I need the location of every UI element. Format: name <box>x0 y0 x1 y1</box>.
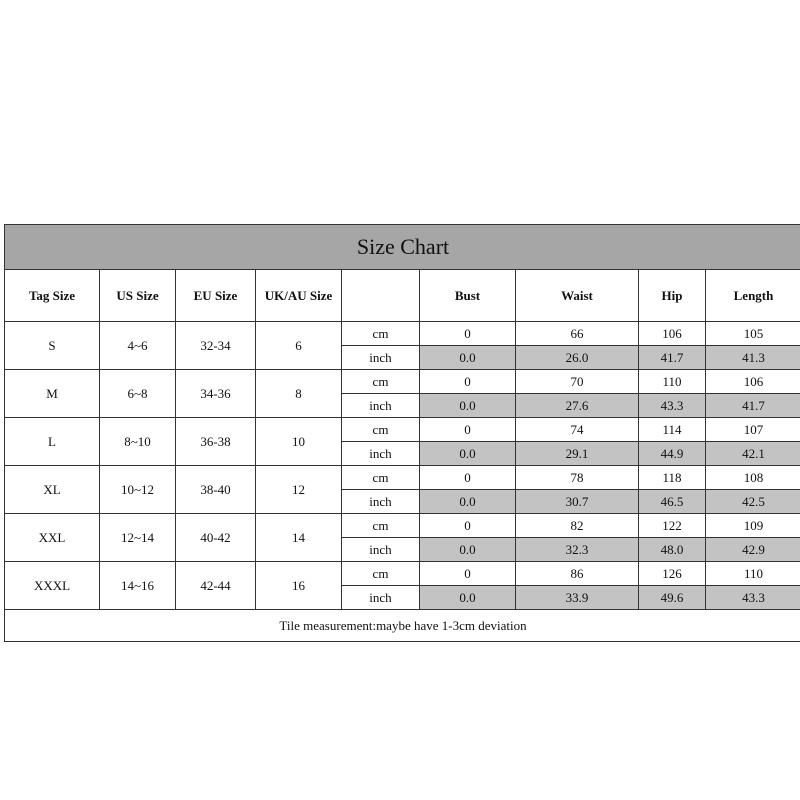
title-row <box>5 225 800 270</box>
eu-size-cell: 42-44 <box>176 562 256 610</box>
hip-cell: 110 <box>639 370 706 394</box>
size-row-l-cm <box>5 418 800 442</box>
waist-cell: 29.1 <box>516 442 639 466</box>
size-chart-table <box>4 224 800 642</box>
header-ukau-size: UK/AU Size <box>256 270 342 322</box>
size-row-xxl-cm <box>5 514 800 538</box>
tag-size-cell: XXL <box>5 514 100 562</box>
header-us-size: US Size <box>100 270 176 322</box>
tag-size-cell: M <box>5 370 100 418</box>
hip-cell: 118 <box>639 466 706 490</box>
size-row-xxxl-cm <box>5 562 800 586</box>
size-row-s-cm <box>5 322 800 346</box>
header-row <box>5 270 800 322</box>
unit-cell: inch <box>342 442 420 466</box>
bust-cell: 0 <box>420 466 516 490</box>
bust-cell: 0.0 <box>420 346 516 370</box>
length-cell: 107 <box>706 418 800 442</box>
us-size-cell: 12~14 <box>100 514 176 562</box>
header-length: Length <box>706 270 800 322</box>
unit-cell: cm <box>342 370 420 394</box>
unit-cell: inch <box>342 490 420 514</box>
tag-size-cell: XXXL <box>5 562 100 610</box>
footer-note: Tile measurement:maybe have 1-3cm deviation <box>5 610 800 642</box>
hip-cell: 126 <box>639 562 706 586</box>
unit-cell: inch <box>342 538 420 562</box>
eu-size-cell: 40-42 <box>176 514 256 562</box>
us-size-cell: 8~10 <box>100 418 176 466</box>
tag-size-cell: L <box>5 418 100 466</box>
eu-size-cell: 34-36 <box>176 370 256 418</box>
hip-cell: 43.3 <box>639 394 706 418</box>
ukau-size-cell: 12 <box>256 466 342 514</box>
length-cell: 108 <box>706 466 800 490</box>
waist-cell: 78 <box>516 466 639 490</box>
header-waist: Waist <box>516 270 639 322</box>
unit-cell: cm <box>342 562 420 586</box>
bust-cell: 0.0 <box>420 586 516 610</box>
header-hip: Hip <box>639 270 706 322</box>
footer-row <box>5 610 800 642</box>
header-unit <box>342 270 420 322</box>
ukau-size-cell: 14 <box>256 514 342 562</box>
length-cell: 105 <box>706 322 800 346</box>
hip-cell: 46.5 <box>639 490 706 514</box>
bust-cell: 0 <box>420 514 516 538</box>
tag-size-cell: XL <box>5 466 100 514</box>
bust-cell: 0.0 <box>420 394 516 418</box>
bust-cell: 0 <box>420 370 516 394</box>
hip-cell: 44.9 <box>639 442 706 466</box>
ukau-size-cell: 16 <box>256 562 342 610</box>
us-size-cell: 4~6 <box>100 322 176 370</box>
us-size-cell: 10~12 <box>100 466 176 514</box>
bust-cell: 0.0 <box>420 442 516 466</box>
hip-cell: 122 <box>639 514 706 538</box>
waist-cell: 66 <box>516 322 639 346</box>
size-row-m-cm <box>5 370 800 394</box>
length-cell: 109 <box>706 514 800 538</box>
ukau-size-cell: 6 <box>256 322 342 370</box>
header-bust: Bust <box>420 270 516 322</box>
hip-cell: 41.7 <box>639 346 706 370</box>
waist-cell: 70 <box>516 370 639 394</box>
bust-cell: 0 <box>420 322 516 346</box>
hip-cell: 49.6 <box>639 586 706 610</box>
bust-cell: 0 <box>420 562 516 586</box>
eu-size-cell: 36-38 <box>176 418 256 466</box>
length-cell: 106 <box>706 370 800 394</box>
length-cell: 110 <box>706 562 800 586</box>
waist-cell: 26.0 <box>516 346 639 370</box>
unit-cell: cm <box>342 514 420 538</box>
eu-size-cell: 32-34 <box>176 322 256 370</box>
length-cell: 42.1 <box>706 442 800 466</box>
waist-cell: 30.7 <box>516 490 639 514</box>
us-size-cell: 14~16 <box>100 562 176 610</box>
length-cell: 42.9 <box>706 538 800 562</box>
ukau-size-cell: 10 <box>256 418 342 466</box>
waist-cell: 86 <box>516 562 639 586</box>
ukau-size-cell: 8 <box>256 370 342 418</box>
waist-cell: 74 <box>516 418 639 442</box>
hip-cell: 106 <box>639 322 706 346</box>
us-size-cell: 6~8 <box>100 370 176 418</box>
hip-cell: 114 <box>639 418 706 442</box>
waist-cell: 33.9 <box>516 586 639 610</box>
header-tag-size: Tag Size <box>5 270 100 322</box>
length-cell: 41.3 <box>706 346 800 370</box>
chart-title: Size Chart <box>5 225 800 270</box>
size-row-xl-cm <box>5 466 800 490</box>
unit-cell: inch <box>342 586 420 610</box>
tag-size-cell: S <box>5 322 100 370</box>
length-cell: 42.5 <box>706 490 800 514</box>
unit-cell: inch <box>342 394 420 418</box>
header-eu-size: EU Size <box>176 270 256 322</box>
bust-cell: 0.0 <box>420 490 516 514</box>
unit-cell: cm <box>342 466 420 490</box>
waist-cell: 82 <box>516 514 639 538</box>
length-cell: 43.3 <box>706 586 800 610</box>
waist-cell: 32.3 <box>516 538 639 562</box>
unit-cell: inch <box>342 346 420 370</box>
eu-size-cell: 38-40 <box>176 466 256 514</box>
bust-cell: 0 <box>420 418 516 442</box>
hip-cell: 48.0 <box>639 538 706 562</box>
unit-cell: cm <box>342 418 420 442</box>
waist-cell: 27.6 <box>516 394 639 418</box>
unit-cell: cm <box>342 322 420 346</box>
length-cell: 41.7 <box>706 394 800 418</box>
bust-cell: 0.0 <box>420 538 516 562</box>
